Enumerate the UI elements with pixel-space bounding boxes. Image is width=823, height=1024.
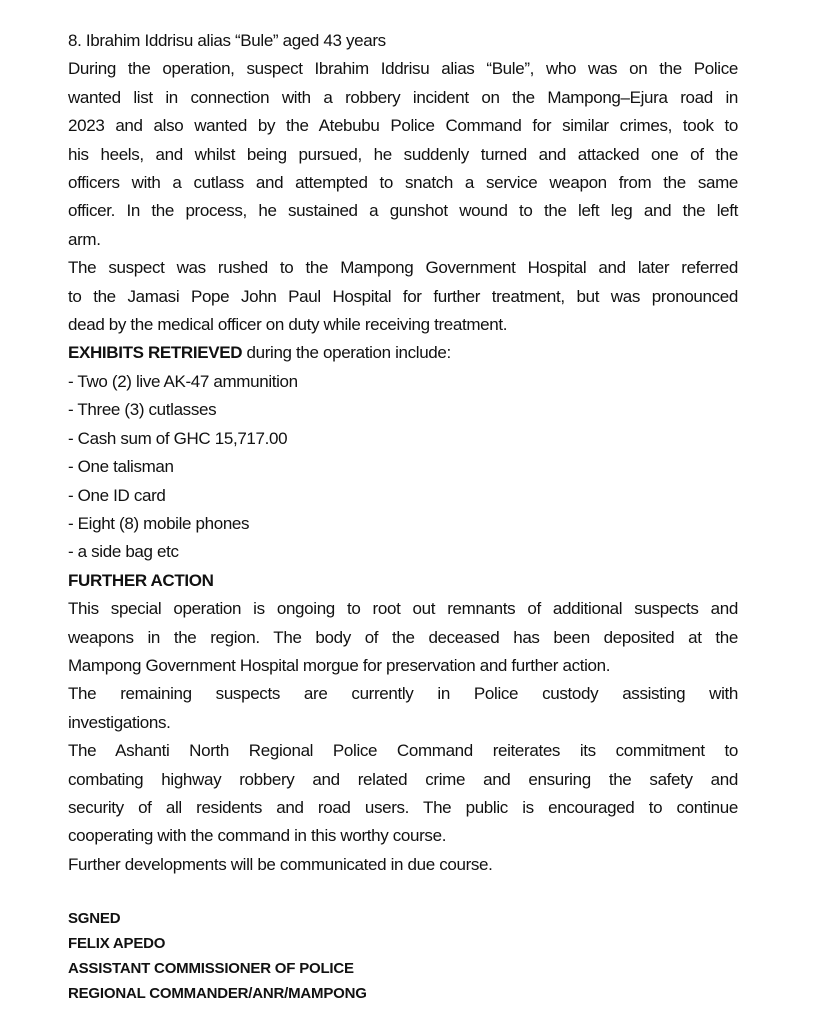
custody-paragraph <box>68 680 738 737</box>
text-line: Mampong Government Hospital morgue for preservation and further action. <box>68 655 611 675</box>
commitment-paragraph <box>68 737 738 851</box>
text-line: The remaining suspects are currently in Police custody assisting with <box>68 684 738 704</box>
text-line: weapons in the region. The body of the deceased has been deposited at the <box>68 627 738 647</box>
exhibit-item: - One ID card <box>68 485 166 505</box>
hospital-paragraph <box>68 254 738 339</box>
text-line: to the Jamasi Pope John Paul Hospital for further treatment, but was pronounced <box>68 286 738 306</box>
operation-paragraph <box>68 55 738 254</box>
exhibit-item: - Eight (8) mobile phones <box>68 513 250 533</box>
text-line: combating highway robbery and related crime and ensuring the safety and <box>68 769 738 789</box>
exhibits-heading <box>68 339 738 367</box>
exhibit-item: - Cash sum of GHC 15,717.00 <box>68 428 288 448</box>
signed-label: SGNED <box>68 910 121 928</box>
exhibits-heading-rest: during the operation include: <box>242 343 451 363</box>
further-action-heading: FURTHER ACTION <box>68 570 214 590</box>
text-line: officer. In the process, he sustained a gunshot wound to the left leg and the left <box>68 201 738 221</box>
exhibits-heading-bold: EXHIBITS RETRIEVED <box>68 343 243 363</box>
signatory-title: REGIONAL COMMANDER/ANR/MAMPONG <box>68 985 367 1003</box>
text-line: The Ashanti North Regional Police Command reiterates its commitment to <box>68 741 738 761</box>
text-line: officers with a cutlass and attempted to snatch a service weapon from the same <box>68 173 738 193</box>
exhibit-item: - Two (2) live AK-47 ammunition <box>68 371 298 391</box>
suspect-heading: 8. Ibrahim Iddrisu alias “Bule” aged 43 years <box>68 31 386 50</box>
closing-line: Further developments will be communicated in due course. <box>68 854 493 874</box>
text-line: dead by the medical officer on duty while receiving treatment. <box>68 315 508 335</box>
text-line: The suspect was rushed to the Mampong Government Hospital and later referred <box>68 258 738 278</box>
text-line: 2023 and also wanted by the Atebubu Police Command for similar crimes, took to <box>68 116 738 136</box>
press-release-page <box>68 27 738 1006</box>
text-line: During the operation, suspect Ibrahim Iddrisu alias “Bule”, who was on the Police <box>68 59 738 79</box>
text-line: his heels, and whilst being pursued, he suddenly turned and attacked one of the <box>68 144 738 164</box>
ongoing-paragraph <box>68 595 738 680</box>
text-line: security of all residents and road users. The public is encouraged to continue <box>68 797 738 817</box>
signatory-name: FELIX APEDO <box>68 935 166 953</box>
exhibit-item: - a side bag etc <box>68 542 179 562</box>
text-line: arm. <box>68 229 101 249</box>
text-line: cooperating with the command in this worthy course. <box>68 826 447 846</box>
text-line: investigations. <box>68 712 171 732</box>
exhibits-list <box>68 368 738 567</box>
exhibit-item: - Three (3) cutlasses <box>68 400 217 420</box>
signatory-rank: ASSISTANT COMMISSIONER OF POLICE <box>68 960 354 978</box>
signature-block <box>68 906 738 1006</box>
text-line: wanted list in connection with a robbery incident on the Mampong–Ejura road in <box>68 87 738 107</box>
exhibit-item: - One talisman <box>68 457 174 477</box>
text-line: This special operation is ongoing to root out remnants of additional suspects and <box>68 599 738 619</box>
